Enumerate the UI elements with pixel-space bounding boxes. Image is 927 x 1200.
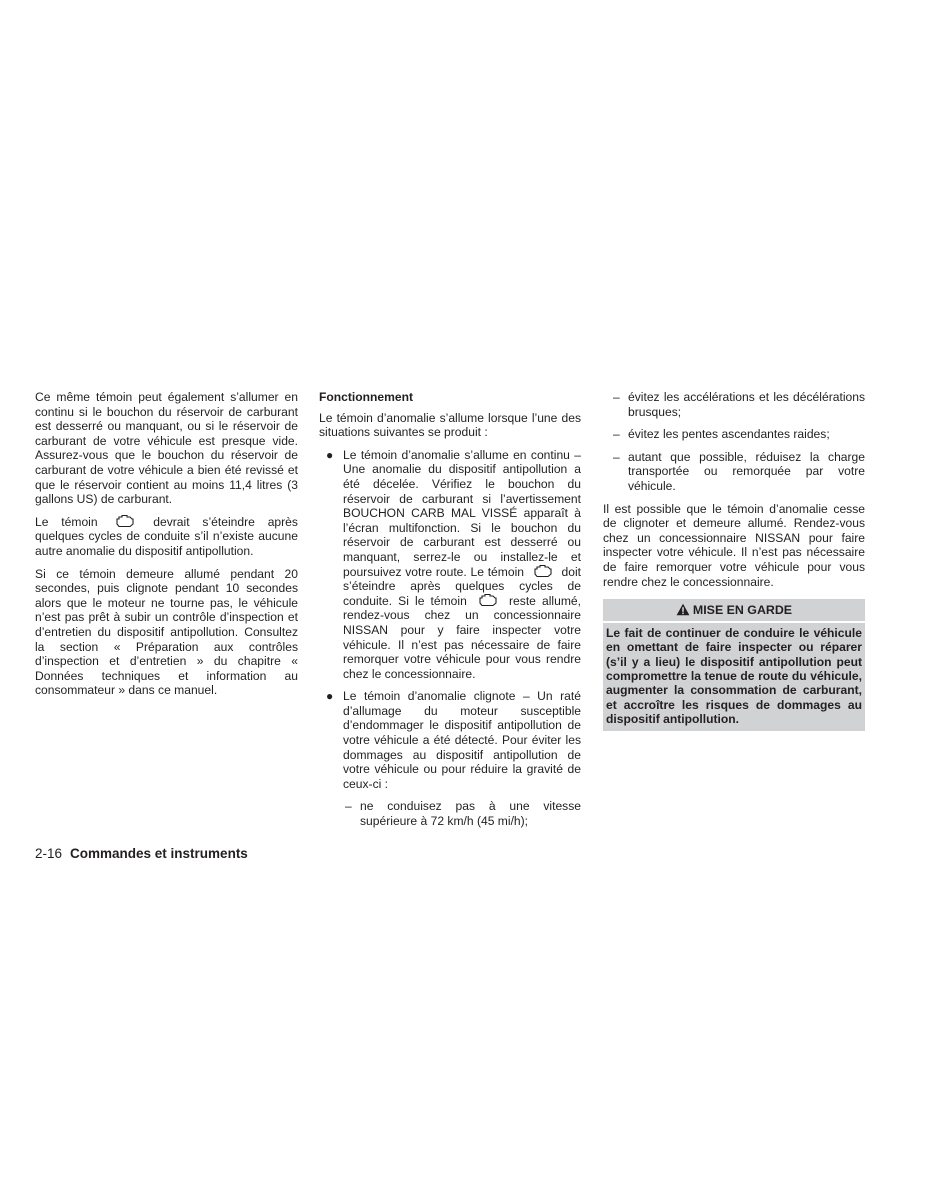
engine-malfunction-icon xyxy=(532,564,554,578)
text-segment: évitez les pentes ascendantes raides; xyxy=(628,427,830,442)
text-segment: Le témoin d’anomalie clignote – Un raté d’allumage du moteur susceptible d’endommager le dispositif antipollution de votre véhicule a été détecté. Pour éviter les dommages au dispositif antipollution de votre véhicule ou pour réduire la gravité de ceux-ci : xyxy=(343,689,581,791)
warning-text: Le fait de continuer de conduire le véhicule en omettant de faire inspecter ou réparer (s’il y a lieu) le dispositif antipollution peut compromettre la tenue de route du véhicule, augmenter la consommation de carburant, et accroître les risques de dommages au dispositif antipollution. xyxy=(606,625,862,727)
paragraph-flashing-stops: Il est possible que le témoin d’anomalie cesse de clignoter et demeure allumé. Rendez-vous chez un concessionnaire NISSAN pour faire inspecter votre véhicule. Il n’est pas nécessaire de faire remorquer votre véhicule pour vous rendre chez le concessionnaire. xyxy=(603,501,865,589)
dash-marker: – xyxy=(613,390,620,404)
bullet-marker: ● xyxy=(326,447,334,462)
column-right xyxy=(603,390,865,731)
section-heading: Fonctionnement xyxy=(319,390,414,404)
column-middle xyxy=(319,390,581,837)
page-number: 2-16 xyxy=(35,846,63,861)
dash-item xyxy=(603,427,865,442)
column-left xyxy=(35,390,298,706)
list-item xyxy=(319,689,581,791)
text-segment: autant que possible, réduisez la charge transportée ou remorquée par votre véhicule. xyxy=(628,449,865,493)
dash-marker: – xyxy=(613,449,620,464)
text-segment: devrait s’éteindre après quelques cycles de conduite s’il n’existe aucune autre anomalie du dispositif antipollution. xyxy=(35,514,298,558)
text-segment: doit s’éteindre après quelques cycles de conduite. Si le témoin xyxy=(343,564,581,608)
bullet-marker: ● xyxy=(326,689,334,704)
list-item xyxy=(319,448,581,682)
text-segment: évitez les accélérations et les décélérations brusques; xyxy=(628,390,865,419)
warning-box xyxy=(603,599,865,730)
engine-malfunction-icon xyxy=(114,514,136,528)
dash-item xyxy=(603,450,865,494)
text-segment: Le témoin d’anomalie s’allume en continu – Une anomalie du dispositif antipollution a été décelée. Vérifiez le bouchon du réservoir de carburant si l’avertissement BOUCHON CARB MAL VISSÉ apparaît à l’écran multifonction. Si le bouchon du réservoir de carburant est desserré ou manquant, serrez-le ou installez-le et poursuivez votre route. Le témoin xyxy=(343,447,581,579)
paragraph-intro: Le témoin d’anomalie s’allume lorsque l’une des situations suivantes se produit : xyxy=(319,410,581,440)
warning-title-text: MISE EN GARDE xyxy=(692,603,793,618)
paragraph-inspection-readiness: Si ce témoin demeure allumé pendant 20 secondes, puis clignote pendant 10 secondes alors que le moteur ne tourne pas, le véhicule n’est pas prêt à subir un contrôle d’inspection et d’entretien du dispositif antipollution. Consultez la section « Préparation aux contrôles d’inspection et d’entretien » du chapitre « Données techniques et information au consommateur » dans ce manuel. xyxy=(35,566,298,698)
engine-malfunction-icon xyxy=(477,593,499,607)
dash-marker: – xyxy=(613,427,620,442)
warning-triangle-icon xyxy=(676,603,690,616)
dash-marker: – xyxy=(345,799,352,814)
page-footer xyxy=(35,846,248,861)
paragraph-light-off xyxy=(35,515,298,559)
dash-item xyxy=(603,390,865,419)
paragraph-fuel-cap: Ce même témoin peut également s’allumer en continu si le bouchon du réservoir de carburant est desserré ou manquant, ou si le réservoir de carburant de votre véhicule est presque vide. Assurez-vous que le bouchon du réservoir de carburant de votre véhicule a bien été revissé et que le réservoir contient au moins 11,4 litres (3 gallons US) de carburant. xyxy=(35,390,298,507)
text-segment: reste allumé, rendez-vous chez un concessionnaire NISSAN pour y faire inspecter votre véhicule. Il n’est pas nécessaire de faire remorquer votre véhicule pour vous rendre chez le concessionnaire. xyxy=(343,593,581,681)
text-segment: Le témoin xyxy=(35,514,98,529)
warning-title xyxy=(603,599,865,623)
text-segment: ne conduisez pas à une vitesse supérieure à 72 km/h (45 mi/h); xyxy=(360,799,581,829)
section-title: Commandes et instruments xyxy=(70,846,248,861)
dash-item xyxy=(319,799,581,828)
